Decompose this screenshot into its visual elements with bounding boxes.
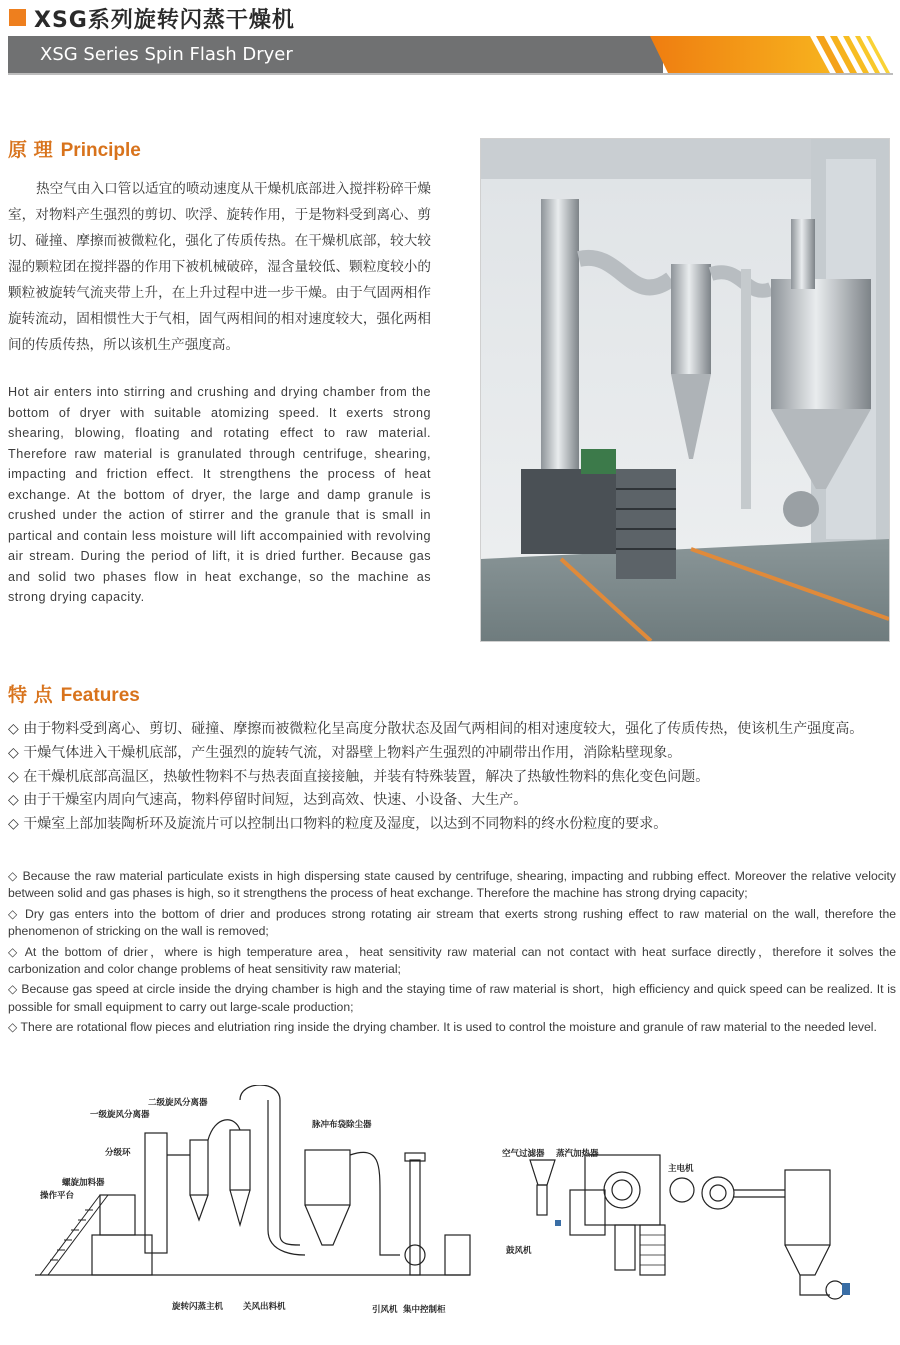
process-diagram — [0, 1085, 900, 1345]
feature-en-item: ◇ At the bottom of drier，where is high temperature area，heat sensitivity raw material can not contact with heat surface directly，therefore it solves the carbonization and color change problems of heat sensitivity raw material; — [8, 944, 896, 977]
label-bag-filter: 脉冲布袋除尘器 — [312, 1120, 372, 1130]
feature-cn-item: ◇ 由于物料受到离心、剪切、碰撞、摩擦而被微粒化呈高度分散状态及固气两相间的相对速度较大，强化了传质传热，使该机生产强度高。 — [8, 721, 864, 737]
label-air-filter: 空气过滤器 — [502, 1149, 545, 1159]
label-platform: 操作平台 — [40, 1191, 75, 1201]
feature-en-item: ◇ Because the raw material particulate exists in high dispersing state caused by centrifuge, shearing, impacting and rubbing effect. Moreover the relative velocity between solid and gas phases is high, so it strengthens the process of heat exchange. Therefore the machine has strong drying capacity; — [8, 869, 896, 901]
header-divider — [8, 73, 893, 75]
principle-heading-en: Principle — [60, 140, 141, 161]
label-cyclone2: 二级旋风分离器 — [148, 1098, 208, 1108]
features-list-en — [8, 868, 896, 1040]
feature-en-item: ◇ There are rotational flow pieces and elutriation ring inside the drying chamber. It is used to control the moisture and granule of raw material to the needed level. — [8, 1020, 877, 1035]
features-list-cn — [8, 718, 896, 837]
label-steam-heater: 蒸汽加热器 — [556, 1149, 599, 1159]
banner-stripes-icon — [640, 36, 895, 74]
principle-heading-cn: 原 理 — [8, 139, 53, 161]
principle-text-cn: 热空气由入口管以适宜的喷动速度从干燥机底部进入搅拌粉碎干燥室，对物料产生强烈的剪切、吹浮、旋转作用，于是物料受到离心、剪切、碰撞、摩擦而被微粒化，强化了传质传热。在干燥机底部，较大较湿的颗粒团在搅拌器的作用下被机械破碎，湿含量较低、颗粒度较小的颗粒被旋转气流夹带上升，在上升过程中进一步干燥。由于气固两相作旋转流动，固相惯性大于气相，固气两相间的相对速度较大，强化两相间的传质传热，所以该机生产强度高。 — [8, 181, 431, 353]
features-heading-en: Features — [60, 685, 140, 706]
feature-cn-item: ◇ 由于干燥室内周向气速高，物料停留时间短，达到高效、快速、小设备、大生产。 — [8, 792, 528, 809]
principle-heading — [8, 135, 141, 162]
dryer-photo — [480, 138, 890, 642]
label-classifier: 分级环 — [105, 1148, 131, 1158]
label-motor: 主电机 — [668, 1164, 694, 1174]
label-discharge: 关风出料机 — [243, 1302, 286, 1312]
title-marker — [9, 9, 26, 26]
feature-cn-item: ◇ 干燥气体进入干燥机底部，产生强烈的旋转气流，对器壁上物料产生强烈的冲刷带出作用，消除粘壁现象。 — [8, 744, 682, 761]
feature-cn-item: ◇ 在干燥机底部高温区，热敏性物料不与热表面直接接触，并装有特殊装置，解决了热敏性物料的焦化变色问题。 — [8, 768, 710, 785]
feature-en-item: ◇ Because gas speed at circle inside the drying chamber is high and the staying time of raw material is short，high efficiency and quick speed can be realized. It is possible for small equipment to carry out large-scale production; — [8, 982, 896, 1014]
label-cyclone1: 一级旋风分离器 — [90, 1110, 150, 1120]
principle-text-en: Hot air enters into stirring and crushing and drying chamber from the bottom of dryer with suitable atomizing speed. It exerts strong shearing, blowing, floating and rotating effect to raw material. Therefore raw material is granulated through centrifuge, shearing, impacting and friction effect. It strengthens the process of heat exchange. At the bottom of dryer, the large and damp granule is crushed under the action of stirrer and the granule that is small in partical and contain less moisture will lift accompainied with revolving air stream. During the period of lift, it is dried further. Because gas and solid two phases flow in heat exchange, so the machine as strong drying capacity. — [8, 385, 431, 604]
label-main-machine: 旋转闪蒸主机 — [172, 1302, 224, 1312]
feature-cn-item: ◇ 干燥室上部加装陶析环及旋流片可以控制出口物料的粒度及湿度，以达到不同物料的终水份粒度的要求。 — [8, 816, 668, 833]
feature-en-item: ◇ Dry gas enters into the bottom of drier and produces strong rotating air stream that exerts strong rushing effect to raw material on the wall, therefore the phenomenon of stricking on the wall is removed; — [8, 906, 896, 939]
label-induced-fan: 引风机 — [372, 1305, 398, 1315]
page-title-cn: XSG系列旋转闪蒸干燥机 — [34, 8, 295, 33]
features-heading-cn: 特 点 — [8, 684, 53, 706]
page-title-en: XSG Series Spin Flash Dryer — [40, 44, 293, 65]
label-control-cabinet: 集中控制柜 — [403, 1305, 446, 1315]
features-heading — [8, 680, 140, 707]
label-blower: 鼓风机 — [506, 1246, 532, 1256]
label-screw-feeder: 螺旋加料器 — [62, 1178, 105, 1188]
